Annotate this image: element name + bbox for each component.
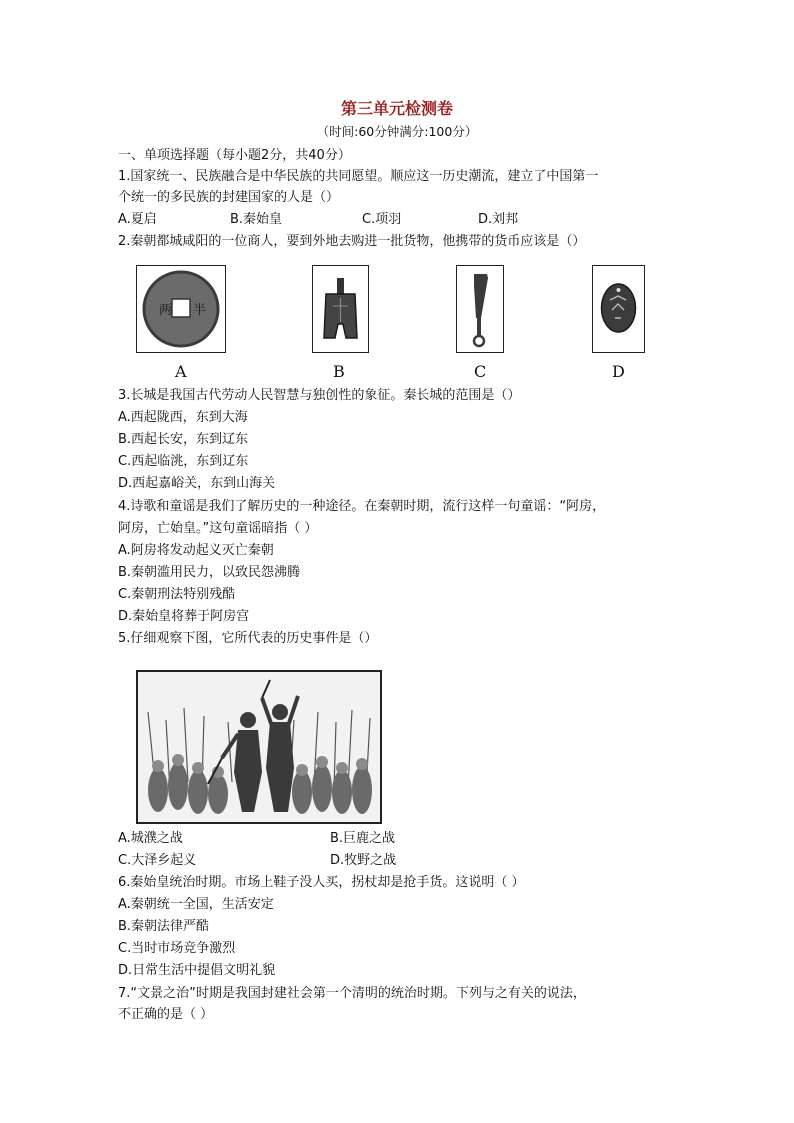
round-coin-icon	[137, 266, 225, 352]
page-subtitle: （时间:60分钟满分:100分）	[316, 124, 478, 139]
q4-stem-line2: 阿房，亡始皇。”这句童谣暗指（ ）	[118, 521, 318, 536]
q5-option-d[interactable]: D.牧野之战	[330, 853, 397, 868]
q6-option-b[interactable]: B.秦朝法律严酷	[118, 919, 210, 934]
section-heading: 一、单项选择题（每小题2分，共40分）	[118, 148, 351, 163]
q3-option-b[interactable]: B.西起长安，东到辽东	[118, 432, 249, 447]
q4-option-c[interactable]: C.秦朝刑法特别残酷	[118, 587, 236, 602]
q5-option-a[interactable]: A.城濮之战	[118, 831, 183, 846]
q2-stem: 2.秦朝都城咸阳的一位商人，要到外地去购进一批货物，他携带的货币应该是（）	[118, 234, 586, 249]
uprising-illustration	[136, 670, 382, 824]
coin-label-b: B	[333, 362, 345, 381]
svg-text:半: 半	[193, 303, 207, 318]
q1-option-a[interactable]: A.夏启	[118, 212, 157, 227]
q7-stem-line1: 7.“文景之治”时期是我国封建社会第一个清明的统治时期。下列与之有关的说法，	[118, 986, 586, 1001]
coin-label-a: A	[175, 362, 187, 381]
q4-option-a[interactable]: A.阿房将发动起义灭亡秦朝	[118, 543, 274, 558]
knife-coin-icon	[457, 266, 503, 352]
q4-option-b[interactable]: B.秦朝滥用民力，以致民怨沸腾	[118, 565, 301, 580]
coin-option-a[interactable]	[136, 265, 226, 353]
q6-stem: 6.秦始皇统治时期。市场上鞋子没人买，拐杖却是抢手货。这说明（ ）	[118, 875, 525, 890]
q5-option-b[interactable]: B.巨鹿之战	[330, 831, 396, 846]
q6-option-c[interactable]: C.当时市场竞争激烈	[118, 941, 236, 956]
coin-option-c[interactable]	[456, 265, 504, 353]
q1-stem-line2: 个统一的多民族的封建国家的人是（）	[118, 190, 340, 205]
q3-option-a[interactable]: A.西起陇西，东到大海	[118, 410, 248, 425]
coin-option-b[interactable]	[312, 265, 369, 353]
coin-label-c: C	[474, 362, 487, 381]
q4-stem-line1: 4.诗歌和童谣是我们了解历史的一种途径。在秦朝时期，流行这样一句童谣：“阿房，	[118, 499, 606, 514]
q6-option-d[interactable]: D.日常生活中提倡文明礼貌	[118, 963, 276, 978]
q3-option-c[interactable]: C.西起临洮，东到辽东	[118, 454, 249, 469]
q4-option-d[interactable]: D.秦始皇将葬于阿房宫	[118, 609, 250, 624]
q3-stem: 3.长城是我国古代劳动人民智慧与独创性的象征。秦长城的范围是（）	[118, 388, 521, 403]
q1-option-c[interactable]: C.项羽	[362, 212, 402, 227]
q7-stem-line2: 不正确的是（ ）	[118, 1007, 214, 1022]
q1-option-b[interactable]: B.秦始皇	[230, 212, 283, 227]
q6-option-a[interactable]: A.秦朝统一全国，生活安定	[118, 897, 274, 912]
ant-nose-coin-icon	[593, 266, 644, 352]
q5-stem: 5.仔细观察下图，它所代表的历史事件是（）	[118, 631, 378, 646]
svg-text:两: 两	[159, 303, 173, 318]
q3-option-d[interactable]: D.西起嘉峪关，东到山海关	[118, 476, 276, 491]
q5-option-c[interactable]: C.大泽乡起义	[118, 853, 197, 868]
q5-options-row1	[118, 829, 718, 849]
coin-label-d: D	[612, 362, 625, 381]
q1-option-d[interactable]: D.刘邦	[478, 212, 519, 227]
page-title: 第三单元检测卷	[340, 99, 453, 118]
q5-options-row2	[118, 851, 718, 871]
uprising-illustration-icon	[138, 672, 380, 822]
q1-stem-line1: 1.国家统一、民族融合是中华民族的共同愿望。顺应这一历史潮流，建立了中国第一	[118, 169, 599, 184]
spade-coin-icon	[313, 266, 368, 352]
q1-options	[118, 210, 718, 230]
coin-option-d[interactable]	[592, 265, 645, 353]
